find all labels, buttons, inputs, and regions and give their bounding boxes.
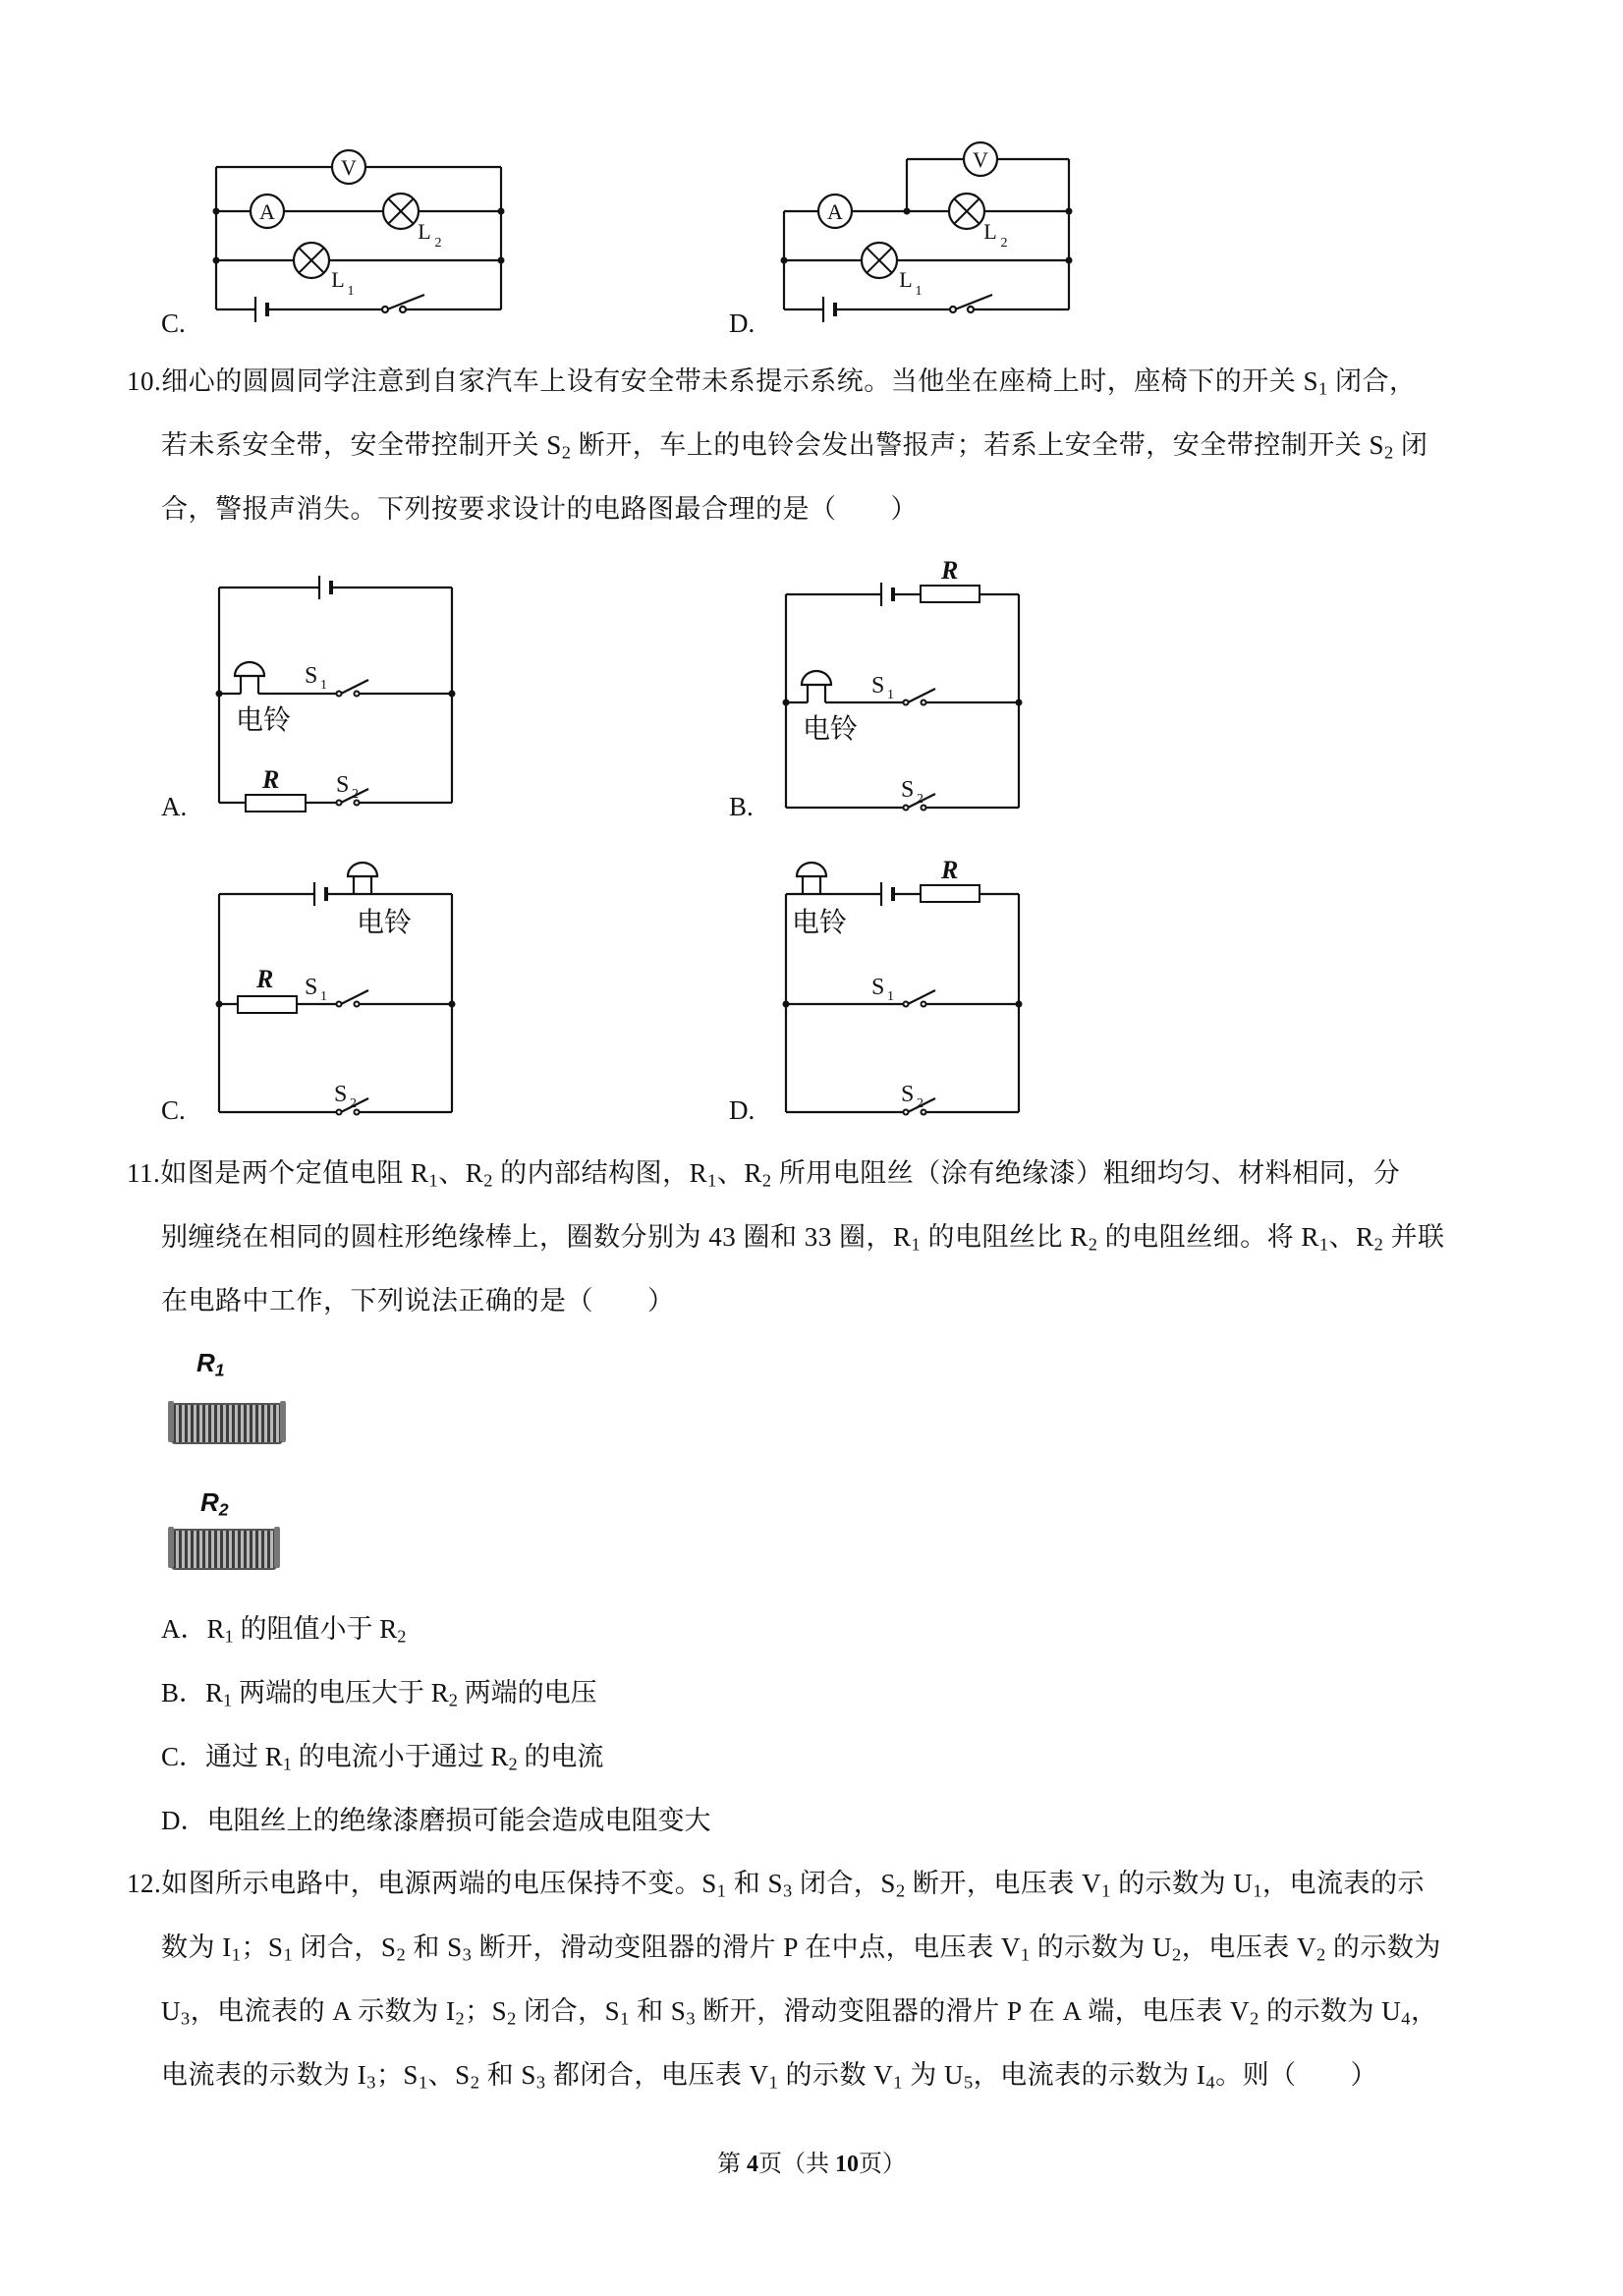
q9-circuit-c: [206, 138, 511, 324]
text-run: ，电流表的示: [1262, 1869, 1426, 1898]
subscript: 1: [893, 2072, 903, 2093]
svg-text:R: R: [941, 856, 959, 884]
ammeter-symbol: A: [827, 199, 843, 224]
q10-line-3: 合，警报声消失。下列按要求设计的电路图最合理的是（ ）: [161, 494, 918, 524]
q9-option-d-label: D.: [729, 308, 756, 338]
ammeter-symbol: A: [259, 199, 275, 224]
q9-circuit-d: [774, 138, 1079, 324]
svg-text:1: 1: [320, 989, 327, 1004]
text-run: ，电流表的示数为 I: [973, 2060, 1206, 2090]
svg-text:S: S: [336, 772, 350, 798]
q9-option-c-label: C.: [161, 308, 186, 338]
svg-text:1: 1: [320, 678, 327, 693]
text-run: 闭合，S: [516, 1996, 621, 2026]
subscript: 1: [1253, 1880, 1263, 1901]
text-run: U: [161, 1996, 181, 2026]
text-run: ；S: [375, 2060, 419, 2090]
electric-bell-label: 电铃: [236, 705, 292, 736]
q10-line-1: 10.细心的圆圆同学注意到自家汽车上设有安全带未系提示系统。当他坐在座椅上时，座椅下的开关 $S_1$ 闭合，: [127, 366, 1417, 399]
subscript: 1: [620, 2008, 630, 2029]
q11-option-a: A．$R_1$ 的阻值小于 $R_2$: [161, 1614, 407, 1647]
svg-text:1: 1: [887, 688, 894, 702]
question-number: 11.: [127, 1158, 161, 1188]
q11-option-c: C．通过 $R_1$ 的电流小于通过 $R_2$ 的电流: [161, 1742, 604, 1774]
voltmeter-symbol: V: [341, 155, 357, 180]
lamp-l2-sub: 2: [434, 236, 442, 251]
subscript: 1: [1101, 1880, 1111, 1901]
q10-circuit-c: [211, 850, 467, 1115]
svg-text:S: S: [901, 777, 915, 803]
q12-line-1: [127, 1852, 1425, 1916]
text-run: 断开，滑动变阻器的滑片 P 在 A 端，电压表 V: [696, 1996, 1251, 2026]
text-run: 闭合，S: [792, 1869, 896, 1898]
q10-circuit-a: [211, 570, 467, 815]
lamp-l2-label: L: [983, 219, 997, 244]
svg-text:2: 2: [917, 792, 923, 807]
subscript: 3: [366, 2072, 376, 2093]
subscript: 3: [535, 2072, 546, 2093]
svg-text:1: 1: [887, 989, 894, 1004]
text-run: ；S: [465, 1996, 508, 2026]
subscript: 1: [418, 2072, 428, 2093]
subscript: 1: [768, 2072, 779, 2093]
text-run: 的示数为 U: [1110, 1869, 1254, 1898]
q10-circuit-d: [778, 850, 1034, 1115]
electric-bell-label: 电铃: [357, 908, 413, 938]
q10-circuit-b: [778, 550, 1034, 815]
resistor-label: R: [262, 765, 280, 794]
text-run: 闭合，S: [293, 1932, 397, 1962]
lamp-l1-label: L: [899, 267, 913, 292]
electric-bell-label: 电铃: [792, 908, 848, 938]
svg-text:S: S: [305, 663, 318, 689]
text-run: 断开，电压表 V: [905, 1869, 1102, 1898]
question-number: 12.: [127, 1869, 162, 1898]
text-run: 断开，滑动变阻器的滑片 P 在中点，电压表 V: [472, 1932, 1021, 1962]
subscript: 5: [963, 2072, 974, 2093]
fig-r1-label: $R_1$: [196, 1348, 225, 1380]
q10-option-d-label: D.: [729, 1095, 756, 1125]
lamp-l1-label: L: [331, 267, 345, 292]
electric-bell-label: 电铃: [803, 714, 859, 745]
text-run: 数为 I: [161, 1932, 232, 1962]
q11-option-b: B．$R_1$ 两端的电压大于 $R_2$ 两端的电压: [161, 1678, 597, 1710]
svg-text:S: S: [334, 1082, 348, 1107]
svg-text:2: 2: [350, 1096, 357, 1111]
q10-option-b-label: B.: [729, 792, 754, 821]
subscript: 2: [470, 2072, 480, 2093]
voltmeter-symbol: V: [973, 147, 988, 172]
text-run: 电流表的示数为 I: [161, 2060, 367, 2090]
text-run: 。则（ ）: [1215, 2060, 1378, 2090]
q11-line-3: 在电路中工作，下列说法正确的是（ ）: [161, 1286, 675, 1316]
svg-text:2: 2: [352, 787, 359, 802]
subscript: 3: [181, 2008, 191, 2029]
svg-text:R: R: [941, 556, 959, 585]
subscript: 2: [1172, 1944, 1182, 1965]
svg-text:S: S: [871, 975, 885, 1000]
text-run: 和 S: [479, 2060, 536, 2090]
page-footer: 第 4页（共 10页）: [717, 2152, 906, 2177]
subscript: 1: [283, 1944, 294, 1965]
svg-text:2: 2: [917, 1096, 923, 1111]
q11-option-d: D．电阻丝上的绝缘漆磨损可能会造成电阻变大: [161, 1806, 711, 1835]
total-pages: 10: [835, 2152, 859, 2177]
text-run: 的示数 V: [778, 2060, 894, 2090]
q10-option-a-label: A.: [161, 792, 188, 821]
fig-r2-label: $R_2$: [200, 1487, 229, 1520]
q12-line-3: [161, 1980, 1437, 2044]
subscript: 1: [231, 1944, 242, 1965]
subscript: 1: [1020, 1944, 1031, 1965]
subscript: 3: [686, 2008, 697, 2029]
svg-text:S: S: [901, 1082, 915, 1107]
question-number: 10.: [127, 366, 162, 396]
subscript: 3: [462, 1944, 473, 1965]
q11-line-1: 11.如图是两个定值电阻 $R_1$、$R_2$ 的内部结构图，$R_1$、$R_2$ 所用电阻丝（涂有绝缘漆）粗细均匀、材料相同，分: [127, 1158, 1401, 1191]
subscript: 1: [716, 1880, 727, 1901]
text-run: 和 S: [406, 1932, 463, 1962]
subscript: 2: [1315, 1944, 1326, 1965]
text-run: ；S: [241, 1932, 284, 1962]
svg-text:R: R: [256, 965, 274, 993]
lamp-l2-sub: 2: [1000, 236, 1008, 251]
q12-line-2: [161, 1916, 1441, 1980]
subscript: 3: [782, 1880, 793, 1901]
svg-text:S: S: [871, 673, 885, 699]
lamp-l1-sub: 1: [347, 284, 355, 299]
text-run: 的示数为: [1325, 1932, 1441, 1962]
q10-line-2: 若未系安全带，安全带控制开关 $S_2$ 断开，车上的电铃会发出警报声；若系上安全带，安全带控制开关 $S_2$ 闭: [161, 430, 1428, 463]
subscript: 2: [507, 2008, 517, 2029]
text-run: ，电流表的 A 示数为 I: [190, 1996, 456, 2026]
text-run: 的示数为 U: [1259, 1996, 1402, 2026]
subscript: 2: [396, 1944, 407, 1965]
text-run: ，电压表 V: [1181, 1932, 1316, 1962]
lamp-l1-sub: 1: [915, 284, 923, 299]
text-run: 都闭合，电压表 V: [545, 2060, 769, 2090]
text-run: 和 S: [629, 1996, 687, 2026]
subscript: 2: [455, 2008, 466, 2029]
subscript: 2: [895, 1880, 906, 1901]
current-page: 4: [747, 2152, 758, 2177]
text-run: ，: [1410, 1996, 1438, 2026]
subscript: 4: [1401, 2008, 1411, 2029]
text-run: 、S: [427, 2060, 471, 2090]
q11-line-2: 别缠绕在相同的圆柱形绝缘棒上，圈数分别为 43 圈和 33 圈，$R_1$ 的电阻丝比 $R_2$ 的电阻丝细。将 $R_1$、$R_2$ 并联: [161, 1222, 1445, 1255]
text-run: 和 S: [726, 1869, 783, 1898]
subscript: 2: [1250, 2008, 1259, 2029]
svg-text:S: S: [305, 975, 318, 1000]
text-run: 的示数为 U: [1030, 1932, 1173, 1962]
q12-line-4: [161, 2044, 1377, 2107]
lamp-l2-label: L: [418, 219, 431, 244]
q10-option-c-label: C.: [161, 1095, 186, 1125]
subscript: 4: [1205, 2072, 1216, 2093]
text-run: 如图所示电路中，电源两端的电压保持不变。S: [161, 1869, 717, 1898]
resistor-r2-coil: [171, 1529, 277, 1570]
resistor-r1-coil: [171, 1403, 283, 1444]
text-run: 为 U: [902, 2060, 964, 2090]
